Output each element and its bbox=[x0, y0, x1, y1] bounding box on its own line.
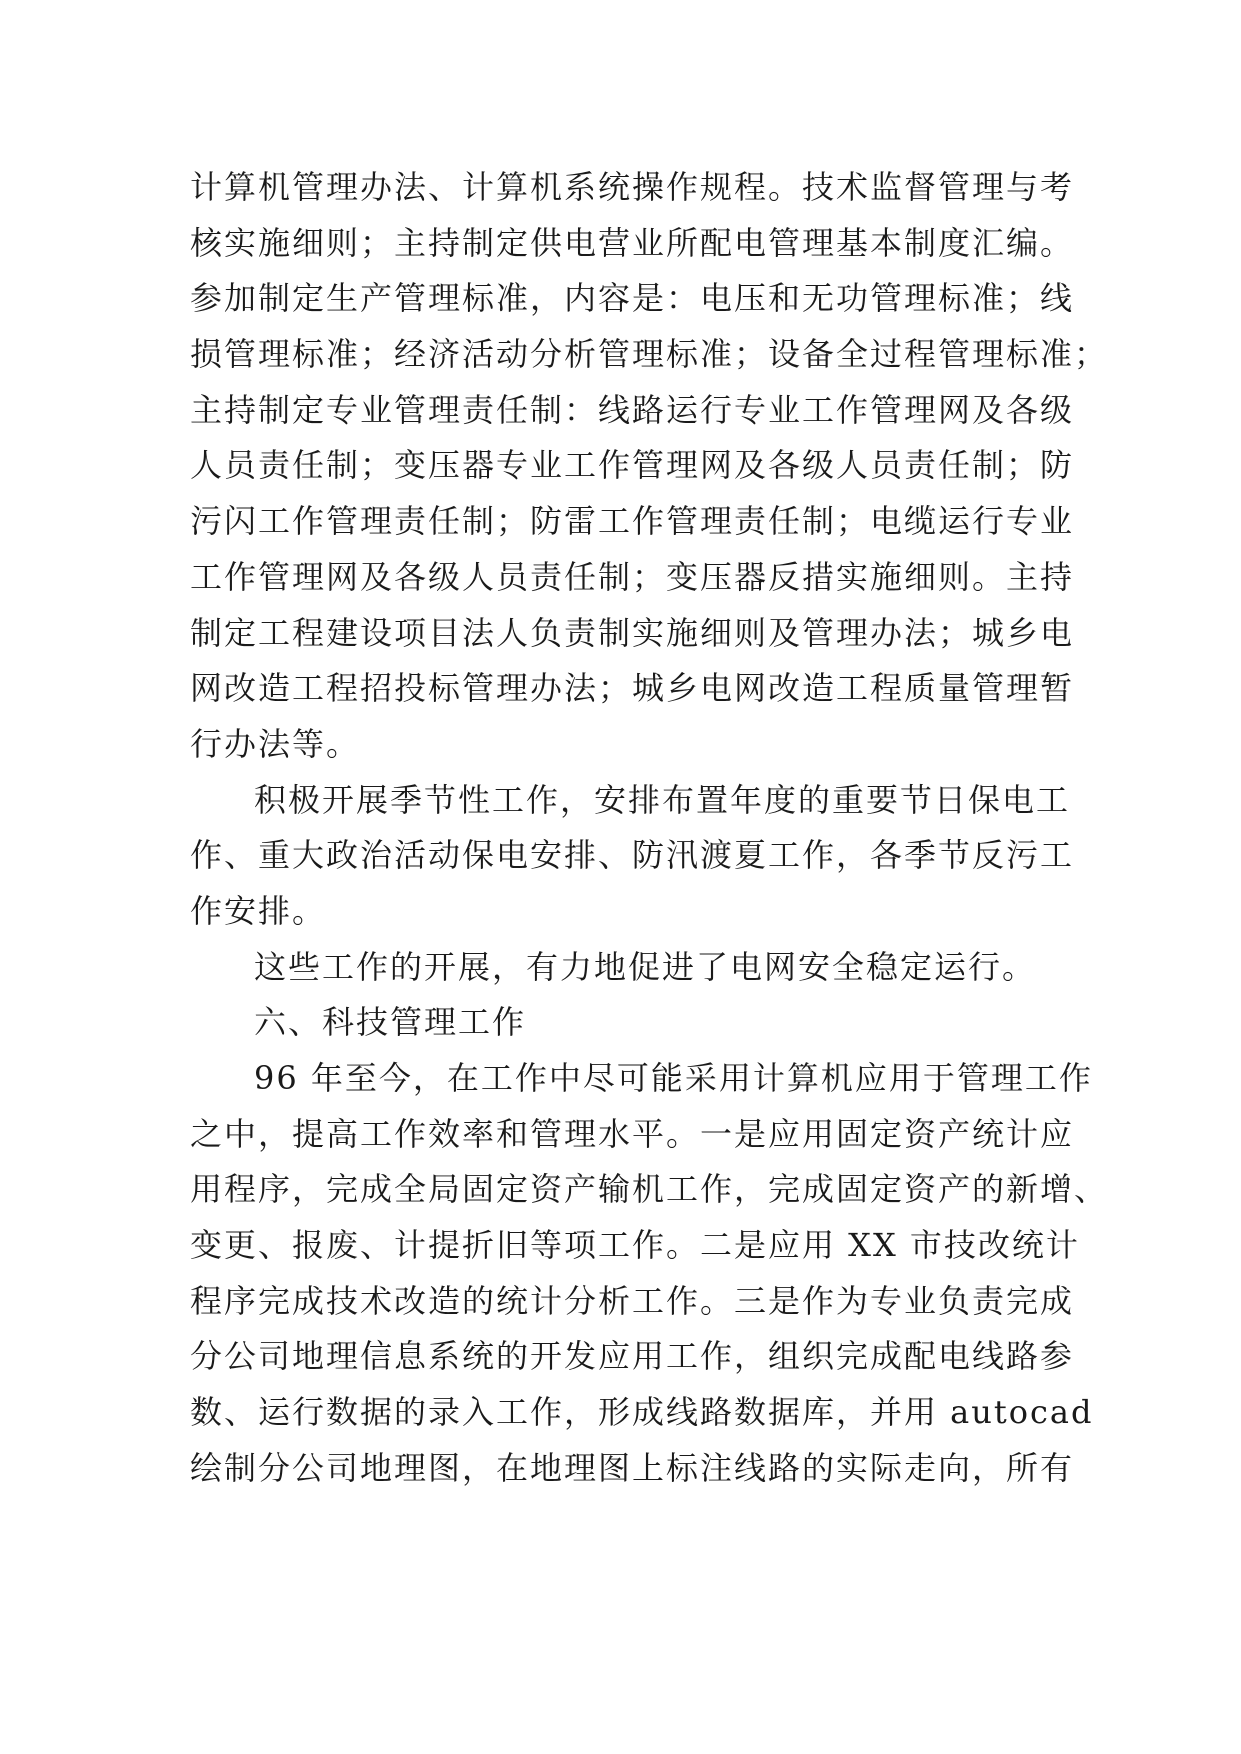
text-line: 这些工作的开展，有力地促进了电网安全稳定运行。 bbox=[254, 947, 1037, 986]
text-line: 主持制定专业管理责任制：线路运行专业工作管理网及各级 bbox=[190, 390, 1075, 429]
text-line: 作、重大政治活动保电安排、防汛渡夏工作，各季节反污工 bbox=[190, 836, 1075, 875]
text-line: 污闪工作管理责任制；防雷工作管理责任制；电缆运行专业 bbox=[190, 502, 1075, 541]
document-page bbox=[190, 160, 1109, 1497]
text-line: 绘制分公司地理图，在地理图上标注线路的实际走向，所有 bbox=[190, 1448, 1075, 1487]
text-line: 96 年至今，在工作中尽可能采用计算机应用于管理工作 bbox=[254, 1059, 1093, 1097]
text-line: 参加制定生产管理标准，内容是：电压和无功管理标准；线 bbox=[190, 279, 1075, 318]
text-line: 损管理标准；经济活动分析管理标准；设备全过程管理标准； bbox=[190, 335, 1109, 374]
text-line: 变更、报废、计提折旧等项工作。二是应用 XX 市技改统计 bbox=[190, 1226, 1080, 1265]
text-line: 核实施细则；主持制定供电营业所配电管理基本制度汇编。 bbox=[190, 223, 1075, 262]
section-heading: 六、科技管理工作 bbox=[254, 1003, 527, 1042]
text-line: 网改造工程招投标管理办法；城乡电网改造工程质量管理暂 bbox=[190, 669, 1075, 708]
text-line: 程序完成技术改造的统计分析工作。三是作为专业负责完成 bbox=[190, 1281, 1075, 1320]
text-line: 工作管理网及各级人员责任制；变压器反措实施细则。主持 bbox=[190, 557, 1075, 596]
text-line: 人员责任制；变压器专业工作管理网及各级人员责任制；防 bbox=[190, 446, 1075, 485]
text-line: 制定工程建设项目法人负责制实施细则及管理办法；城乡电 bbox=[190, 613, 1075, 652]
text-line: 积极开展季节性工作，安排布置年度的重要节日保电工 bbox=[254, 780, 1071, 819]
text-line: 作安排。 bbox=[190, 891, 327, 930]
text-line: 分公司地理信息系统的开发应用工作，组织完成配电线路参 bbox=[190, 1337, 1075, 1376]
text-line: 数、运行数据的录入工作，形成线路数据库，并用 autocad bbox=[190, 1393, 1094, 1432]
text-line: 用程序，完成全局固定资产输机工作，完成固定资产的新增、 bbox=[190, 1170, 1109, 1209]
text-line: 之中，提高工作效率和管理水平。一是应用固定资产统计应 bbox=[190, 1114, 1075, 1153]
text-line: 计算机管理办法、计算机系统操作规程。技术监督管理与考 bbox=[190, 168, 1075, 206]
text-line: 行办法等。 bbox=[190, 724, 361, 763]
